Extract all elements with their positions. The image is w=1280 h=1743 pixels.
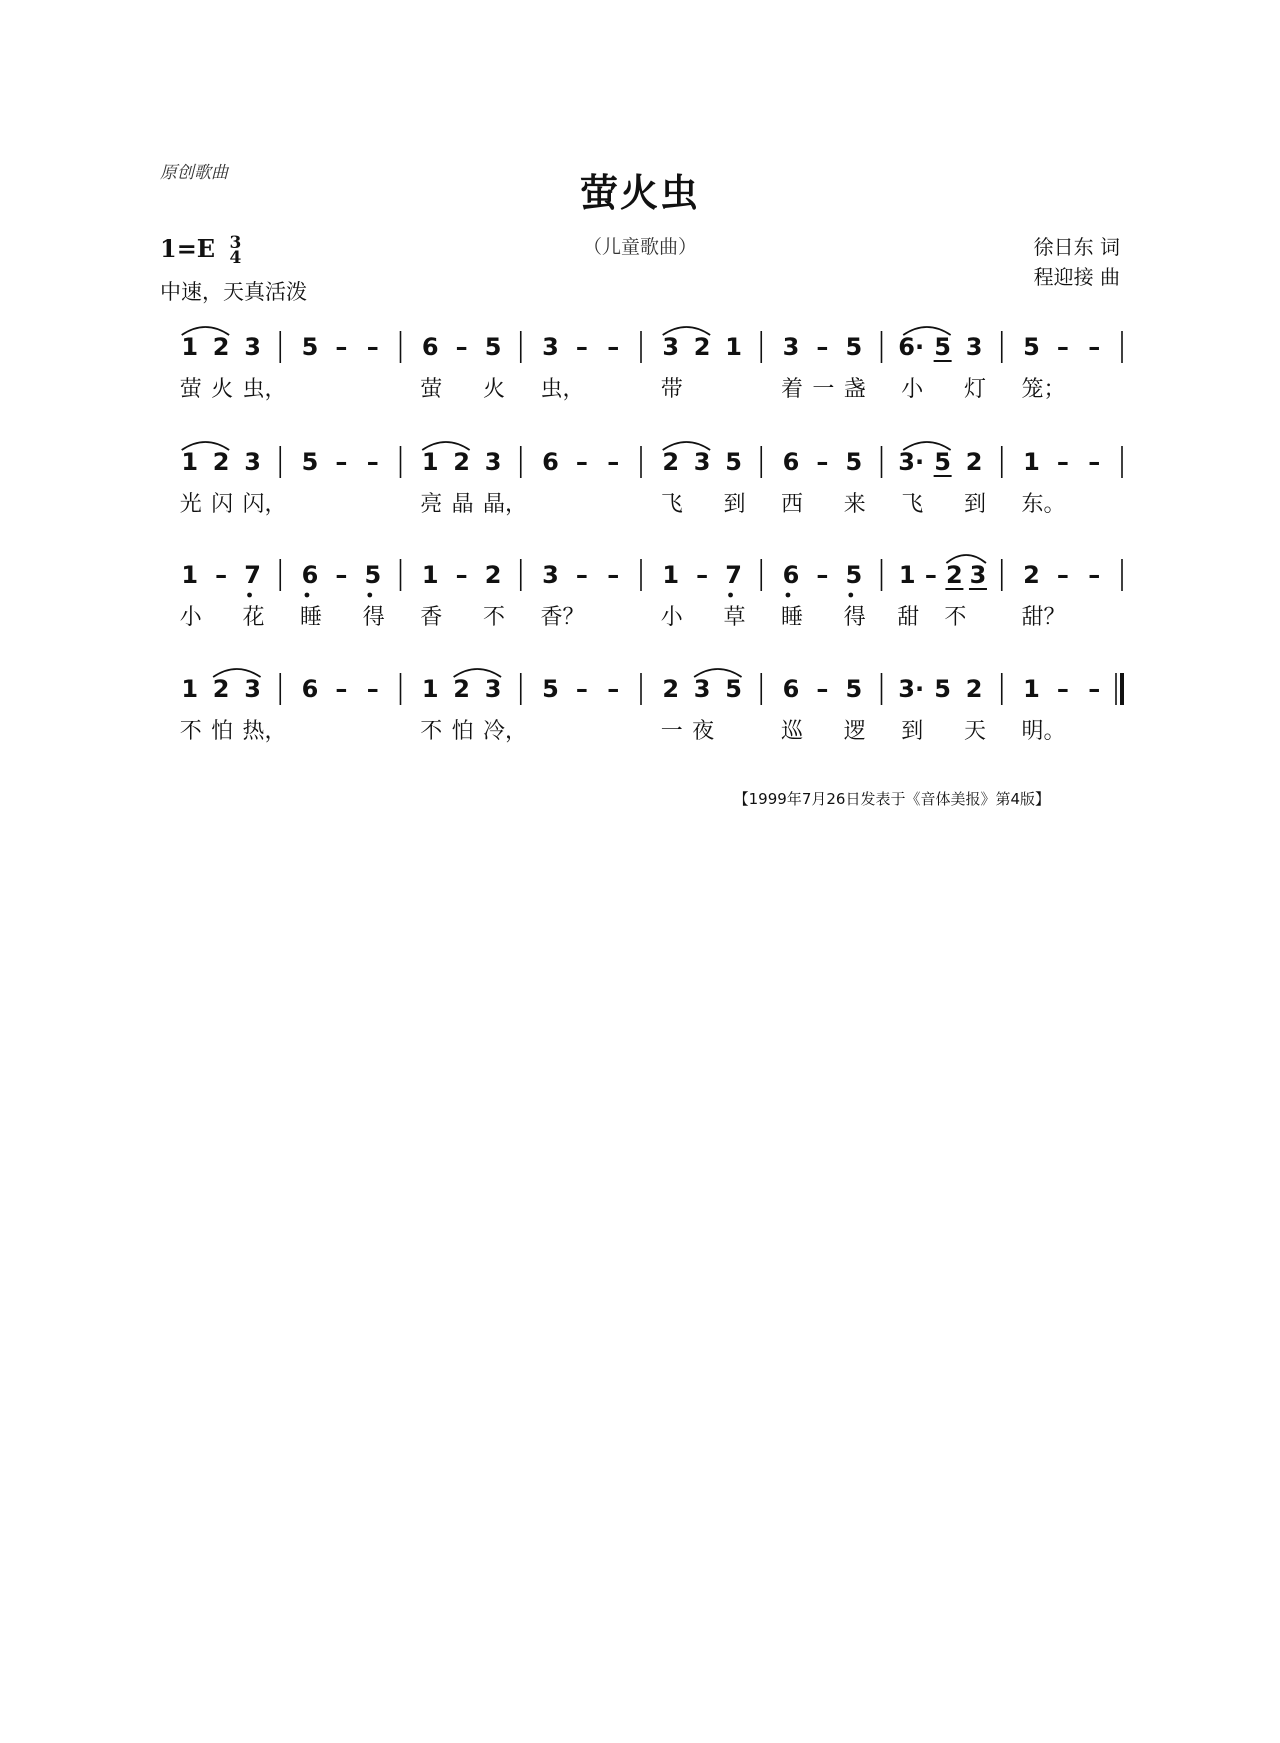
note: –	[366, 675, 379, 703]
lyric-char: 睡	[299, 605, 322, 630]
lyric-char: 带	[660, 377, 683, 402]
note: 2	[453, 448, 470, 476]
lyric-char: 不	[179, 719, 202, 744]
note: 3	[965, 333, 983, 361]
time-signature-bottom: 4	[229, 247, 242, 268]
lyric-char: 火	[483, 377, 506, 402]
composer-credit: 程迎接 曲	[1033, 265, 1120, 289]
note: 3	[244, 675, 261, 703]
lyric-char: 小	[660, 605, 683, 630]
note: 5	[1023, 333, 1040, 361]
lyric-char: 夜	[692, 719, 715, 744]
lyric-char: 一	[812, 377, 835, 402]
time-signature-top: 3	[229, 232, 242, 253]
note: 1	[725, 333, 742, 361]
note: 5	[725, 448, 742, 476]
lyric-char: 晶，	[483, 492, 528, 517]
note: –	[1088, 448, 1101, 476]
low-octave-dot	[367, 593, 372, 598]
lyric-char: 睡	[780, 605, 803, 630]
note: –	[575, 333, 588, 361]
note: 6	[782, 448, 800, 476]
note: –	[1056, 561, 1069, 589]
note: 5	[845, 448, 863, 476]
note: 1	[181, 333, 199, 361]
note: 2	[212, 675, 230, 703]
note: –	[1056, 333, 1069, 361]
lyric-char: 小	[901, 377, 924, 402]
note: 6	[782, 561, 800, 589]
note: 5	[934, 448, 951, 476]
lyric-char: 闪	[211, 492, 234, 517]
note: –	[1088, 675, 1101, 703]
note: 5	[301, 333, 319, 361]
note: –	[1088, 561, 1101, 589]
lyric-char: 光	[179, 492, 202, 517]
note: 3	[542, 561, 559, 589]
note: 7	[725, 561, 742, 589]
lyric-char: 得	[362, 605, 385, 630]
lyric-char: 东。	[1021, 492, 1066, 517]
lyric-char: 怕	[451, 719, 474, 744]
note: 6	[301, 561, 319, 589]
low-octave-dot	[786, 593, 791, 598]
key-text: 1=E	[160, 234, 216, 263]
lyric-char: 萤	[179, 377, 202, 402]
lyric-char: 香	[420, 605, 443, 630]
category-label: 原创歌曲	[160, 163, 228, 183]
note: 3	[662, 333, 680, 361]
lyric-char: 逻	[843, 719, 866, 744]
lyric-char: 得	[843, 605, 866, 630]
note: 2	[946, 561, 963, 589]
lyricist-credit: 徐日东 词	[1033, 235, 1120, 259]
note: –	[575, 561, 588, 589]
lyric-char: 冷，	[483, 719, 528, 744]
note: 2	[453, 675, 470, 703]
note: 6	[782, 675, 800, 703]
note: –	[607, 333, 620, 361]
lyric-char: 甜？	[1021, 605, 1066, 630]
lyric-char: 不	[944, 605, 967, 630]
note: 1	[421, 448, 439, 476]
note: 6·	[898, 333, 925, 361]
note: 6	[421, 333, 439, 361]
lyric-char: 灯	[964, 377, 987, 402]
note: –	[1056, 675, 1069, 703]
lyric-char: 盏	[843, 377, 866, 402]
note: –	[455, 561, 468, 589]
note: 2	[212, 333, 230, 361]
note: –	[816, 333, 829, 361]
lyric-char: 到	[723, 492, 746, 517]
note: 5	[845, 561, 863, 589]
note: 7	[244, 561, 261, 589]
note: –	[696, 561, 709, 589]
note: 3	[693, 675, 711, 703]
lyric-char: 香？	[540, 605, 585, 630]
note: –	[816, 448, 829, 476]
note: 3	[484, 448, 502, 476]
note: 3	[244, 333, 261, 361]
publication-source: 【1999年7月26日发表于《音体美报》第4版】	[733, 790, 1050, 808]
note: –	[1056, 448, 1069, 476]
note: –	[1088, 333, 1101, 361]
note: 2	[965, 448, 983, 476]
lyric-char: 西	[780, 492, 803, 517]
note: 1	[421, 675, 439, 703]
note: –	[335, 675, 348, 703]
lyric-char: 到	[901, 719, 924, 744]
lyric-char: 火	[211, 377, 234, 402]
note: 3	[484, 675, 502, 703]
lyric-char: 不	[420, 719, 443, 744]
note: 3	[693, 448, 711, 476]
note: 3·	[898, 675, 925, 703]
lyric-char: 着	[780, 377, 803, 402]
note: –	[366, 448, 379, 476]
note: –	[816, 675, 829, 703]
note: 2	[212, 448, 230, 476]
lyric-char: 到	[964, 492, 987, 517]
lyric-char: 飞	[901, 492, 924, 517]
lyric-char: 草	[723, 605, 746, 630]
note: –	[607, 448, 620, 476]
note: 5	[845, 333, 863, 361]
low-octave-dot	[305, 593, 310, 598]
lyric-char: 笼；	[1021, 377, 1066, 402]
lyric-char: 晶	[451, 492, 474, 517]
lyric-char: 虫，	[242, 377, 287, 402]
note: 1	[1023, 448, 1040, 476]
lyric-char: 怕	[211, 719, 234, 744]
note: 5	[484, 333, 502, 361]
note: 5	[364, 561, 382, 589]
note: 3	[969, 561, 987, 589]
low-octave-dot	[728, 593, 733, 598]
note: 5	[934, 675, 951, 703]
lyric-char: 来	[843, 492, 866, 517]
note: 2	[1023, 561, 1040, 589]
note: –	[215, 561, 228, 589]
note: –	[366, 333, 379, 361]
lyric-char: 甜	[897, 605, 920, 630]
note: –	[607, 675, 620, 703]
note: 3	[782, 333, 800, 361]
note: 5	[845, 675, 863, 703]
note: 6	[301, 675, 319, 703]
lyric-char: 虫，	[540, 377, 585, 402]
note: 1	[181, 561, 199, 589]
note: 5	[301, 448, 319, 476]
lyric-char: 小	[179, 605, 202, 630]
note: 2	[662, 448, 680, 476]
genre-label: （儿童歌曲）	[582, 236, 697, 258]
note: –	[575, 448, 588, 476]
note: 6	[542, 448, 559, 476]
note: 1	[898, 561, 916, 589]
lyric-char: 飞	[660, 492, 683, 517]
note: 2	[484, 561, 502, 589]
lyric-char: 热，	[242, 719, 287, 744]
lyric-char: 萤	[420, 377, 443, 402]
lyric-char: 不	[483, 605, 506, 630]
note: –	[924, 561, 937, 589]
low-octave-dot	[247, 593, 252, 598]
note: 3·	[898, 448, 925, 476]
note: 2	[693, 333, 711, 361]
note: 2	[965, 675, 983, 703]
note: –	[816, 561, 829, 589]
note: 3	[542, 333, 559, 361]
note: 1	[421, 561, 439, 589]
lyric-char: 一	[660, 719, 683, 744]
lyric-char: 花	[242, 605, 265, 630]
note: –	[455, 333, 468, 361]
tempo-marking: 中速，天真活泼	[160, 280, 307, 304]
note: 5	[725, 675, 742, 703]
note: 5	[542, 675, 559, 703]
note: –	[575, 675, 588, 703]
lyric-char: 闪，	[242, 492, 287, 517]
note: 2	[662, 675, 680, 703]
song-title: 萤火虫	[579, 171, 700, 215]
note: –	[335, 448, 348, 476]
lyric-char: 天	[964, 719, 987, 744]
low-octave-dot	[848, 593, 853, 598]
lyric-char: 巡	[780, 719, 803, 744]
note: –	[335, 561, 348, 589]
note: 3	[244, 448, 261, 476]
note: 5	[934, 333, 951, 361]
note: 1	[662, 561, 680, 589]
note: 1	[181, 675, 199, 703]
lyric-char: 明。	[1021, 719, 1066, 744]
note: 1	[1023, 675, 1040, 703]
lyric-char: 亮	[420, 492, 443, 517]
note: 1	[181, 448, 199, 476]
note: –	[335, 333, 348, 361]
note: –	[607, 561, 620, 589]
